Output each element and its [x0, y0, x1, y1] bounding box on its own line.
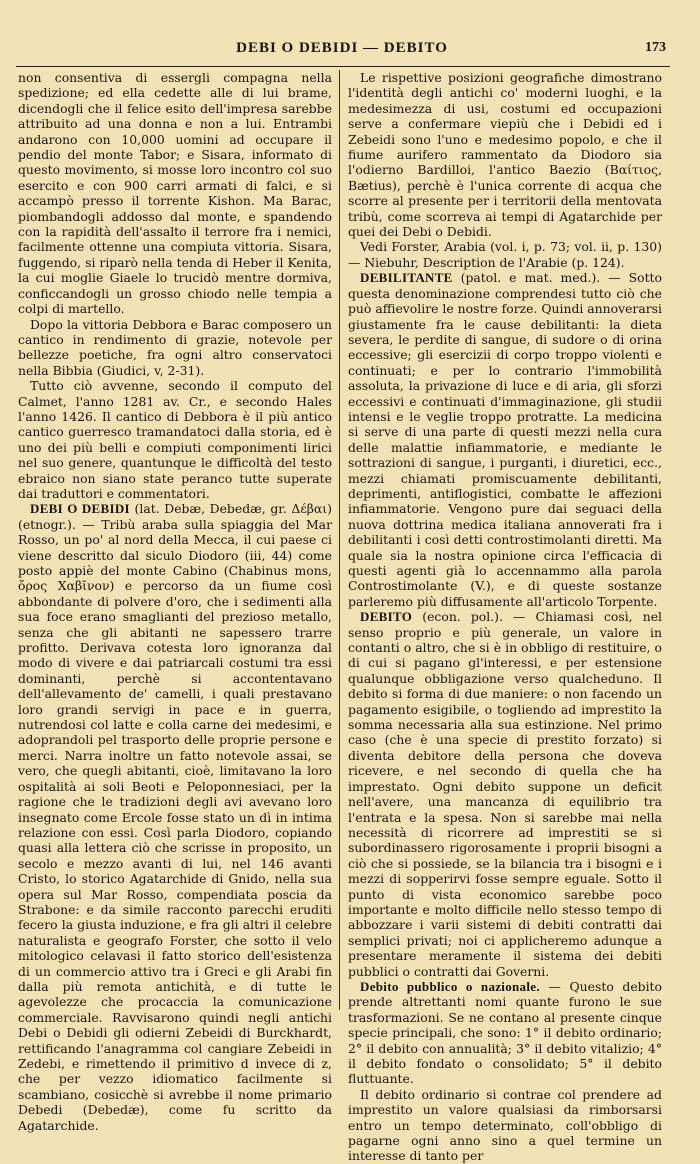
right-column: [348, 70, 662, 1164]
header-rule: [16, 66, 670, 67]
paragraph: non consentiva di essergli compagna nella spedizione; ed ella cedette alle di lui brame, dicendogli che il felice esito dell'impresa sarebbe attribuito ad una donna e non a lui. Entrambi andarono con 10,000 uomini ad occupare il pendio del monte Tabor; e Sisara, informato di questo movimento, si mosse loro incontro col suo esercito e con 900 carri armati di falci, e si accampò presso il torrente Kishon. Ma Barac, piombandogli addosso dal monte, e spandendo con la rapidità dell'assalto il terrore fra i nemici, facilmente ottenne una compiuta vittoria. Sisara, fuggendo, si riparò nella tenda di Heber il Kenita, la cui moglie Giaele lo trucidò mentre dormiva, conficcandogli un grosso chiodo nelle tempia a colpi di martello.: [18, 70, 332, 317]
entry-debito: [348, 609, 662, 979]
entry-headword: DEBILITANTE: [360, 270, 453, 286]
entry-debi: [18, 501, 332, 1133]
paragraph: Dopo la vittoria Debbora e Barac composero un cantico in rendimento di grazie, notevole per bellezze poetiche, fra ogni altro conservatoci nella Bibbia (Giudici, v, 2-31).: [18, 316, 332, 378]
header-title: DEBI O DEBIDI — DEBITO: [236, 40, 448, 56]
left-column: [18, 70, 332, 1133]
entry-text: (lat. Debæ, Debedæ, gr. Δέβαι) (etnogr.). — Tribù araba sulla spiaggia del Mar Rosso, un po' al nord della Mecca, il cui paese ci viene descritto dal siculo Diodoro (iii, 44) come posto appiè del monte Cabino (Chabinus mons, ὄρος Χαβῖνον) e percorso da un fiume così abbondante di polvere d'oro, che i sedimenti alla sua foce erano smaglianti del prezioso metallo, senza che gli abitanti ne sapessero trarre profitto. Derivava cotesta loro ignoranza dal modo di vivere e dai patriarcali costumi tra essi dominanti, perchè si accontentavano dell'allevamento de' camelli, i quali prestavano loro grandi servigi in pace e in guerra, nutrendosi col latte e colla carne dei medesimi, e adoprandoli pel trasporto delle proprie persone e merci. Narra inoltre un fatto notevole assai, se vero, che quegli abitanti, cioè, limitavano la loro ospitalità ai soli Beoti e Peloponnesiaci, per la ragione che le tradizioni degli avi avevano loro insegnato come Ercole fosse stato un dì in intima relazione con essi. Così parla Diodoro, copiando quasi alla lettera ciò che scrisse in proposito, un secolo e mezzo avanti di lui, nel 146 avanti Cristo, lo storico Agatarchide di Gnido, nella sua opera sul Mar Rosso, compendiata poscia da Strabone: e da simile racconto parecchi eruditi fecero la giusta induzione, e fra gli altri il celebre naturalista e geografo Forster, che sotto il velo mitologico celavasi il fatto storico dell'esistenza di un commercio attivo tra i Greci e gli Arabi fin dalla più remota antichità, e di tutte le agevolezze che procaccia la comunicazione commerciale. Ravvisarono quindi negli antichi Debi o Debidi gli odierni Zebeidi di Burckhardt, rettificando l'anagramma col cangiare Zebeidi in Zedebi, e rimettendo il primitivo d invece di z, che per vezzo idiomatico facilmente si scambiano, cosicchè si avrebbe il nome primario Debedi (Debedæ), come fu scritto da Agatarchide.: [18, 501, 332, 1133]
entry-headword: DEBI O DEBIDI: [30, 501, 130, 517]
text-columns: [18, 70, 666, 1164]
subentry-debito-pubblico: [348, 979, 662, 1087]
column-divider: [339, 70, 340, 1010]
entry-text: (econ. pol.). — Chiamasi così, nel senso proprio e più generale, un valore in contanti o altro, che si è in obbligo di restituire, o di cui si pagano gl'interessi, e per estensione qualunque obbligazione verso qualcheduno. Il debito si forma di due maniere: o non facendo un pagamento esigibile, o togliendo ad imprestito la somma necessaria alla sua estinzione. Nel primo caso (che è una specie di prestito forzato) si diventa debitore della persona che doveva ricevere, e nel secondo di quella che ha imprestato. Ogni debito suppone un deficit nell'avere, una mancanza di equilibrio tra l'entrata e la spesa. Non si sarebbe mai nella necessità di ricorrere ad imprestiti se si subordinassero rigorosamente i proprii bisogni a ciò che si possiede, se la bilancia tra i bisogni e i mezzi di sopperirvi fosse sempre eguale. Sotto il punto di vista economico sarebbe poco importante e molto difficile nello stesso tempo di abbozzare i varii sistemi di debiti contratti dai semplici privati; noi ci applicheremo adunque a presentare meramente il sistema dei debiti pubblici o contratti dai Governi.: [348, 609, 662, 979]
paragraph: Vedi Forster, Arabia (vol. i, p. 73; vol. ii, p. 130) — Niebuhr, Description de l'Arabie (p. 124).: [348, 239, 662, 270]
entry-text: — Questo debito prende altrettanti nomi quante furono le sue trasformazioni. Se ne contano al presente cinque specie principali, che sono: 1° il debito ordinario; 2° il debito con annualità; 3° il debito vitalizio; 4° il debito fondato o consolidato; 5° il debito fluttuante.: [348, 978, 662, 1087]
running-header: [18, 40, 666, 62]
subentry-headword: Debito pubblico o nazionale.: [360, 978, 540, 994]
entry-debilitante: [348, 270, 662, 609]
page-number: 173: [645, 40, 666, 55]
paragraph: Le rispettive posizioni geografiche dimostrano l'identità degli antichi co' moderni luoghi, e la medesimezza di usi, costumi ed occupazioni serve a confermare viepiù che i Debidi ed i Zebeidi sono l'uno e medesimo popolo, e che il fiume aurifero rammentato da Diodoro sia l'odierno Bardilloi, l'antico Baezio (Βαίτιος, Bætius), perchè è l'unica corrente di acqua che scorre al presente per i territorii della mentovata tribù, come scorreva ai tempi di Agatarchide per quei dei Debi o Debidi.: [348, 70, 662, 240]
paragraph: Il debito ordinario si contrae col prendere ad imprestito un valore qualsiasi da rimborsarsi entro un tempo determinato, coll'obbligo di pagarne ogni anno sino a quel termine un interesse di tanto per: [348, 1086, 662, 1164]
entry-headword: DEBITO: [360, 609, 413, 625]
entry-text: (patol. e mat. med.). — Sotto questa denominazione comprendesi tutto ciò che può affievolire le nostre forze. Quindi annoverarsi giustamente fra le cause debilitanti: la dieta severa, le perdite di sangue, di sudore o di orina eccessive; gli esercizii di corpo troppo violenti e continuati; e per lo contrario l'immobilità assoluta, la privazione di luce e di aria, gli sforzi eccessivi e continuati d'immaginazione, gli studii intensi e le veglie troppo protratte. La medicina si serve di una parte di questi mezzi nella cura delle malattie infiammatorie, e mediante le sottrazioni di sangue, i purganti, i diuretici, ecc., mezzi chiamati promiscuamente debilitanti, deprimenti, antiflogistici, combatte le affezioni infiammatorie. Vengono pure dai seguaci della nuova dottrina medica italiana annoverati fra i debilitanti i così detti controstimolanti diretti. Ma quale sia la nostra opinione circa l'efficacia di questi agenti già lo accennammo alla parola Controstimolante (V.), e di queste sostanze parleremo più diffusamente all'articolo Torpente.: [348, 270, 662, 609]
paragraph: Tutto ciò avvenne, secondo il computo del Calmet, l'anno 1281 av. Cr., e secondo Hales l'anno 1426. Il cantico di Debbora è il più antico cantico guerresco tramandatoci dalla storia, ed è uno dei più belli e compiuti componimenti lirici nel suo genere, quantunque le difficoltà del testo ebraico non siano state peranco tutte superate dai traduttori e commentatori.: [18, 378, 332, 501]
